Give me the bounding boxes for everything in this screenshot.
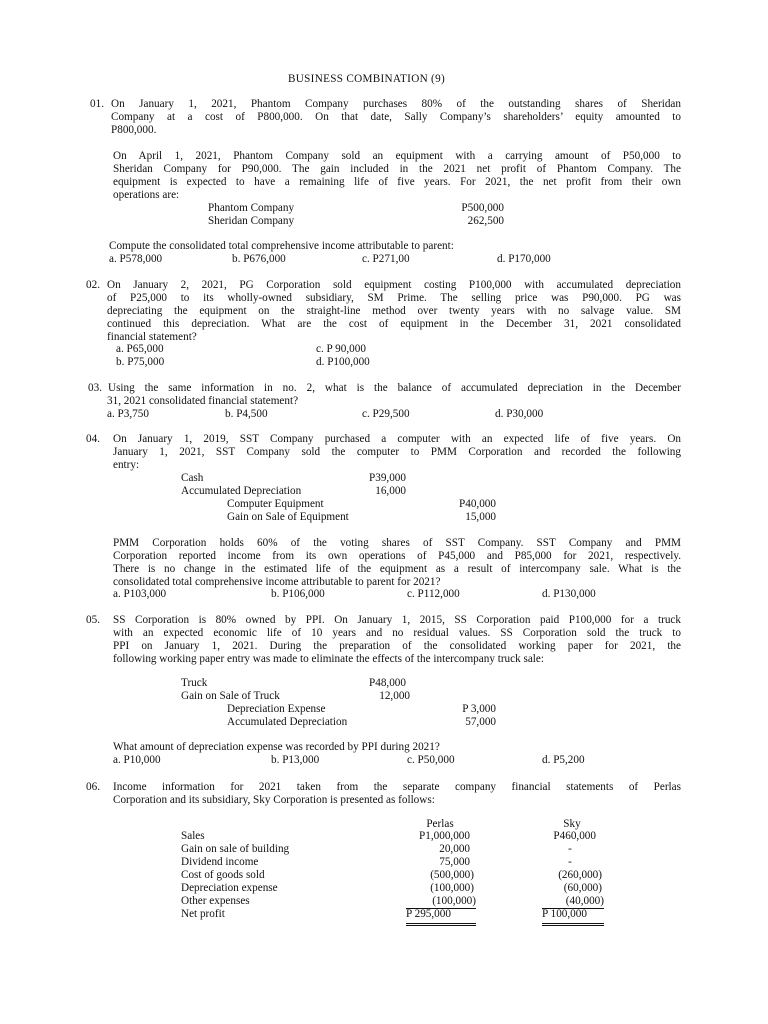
choice-a: a. P3,750 xyxy=(107,408,149,420)
question-1-paragraph-line: On April 1, 2021, Phantom Company sold an equipment with a carrying amount of P50,000 to xyxy=(113,150,681,162)
choice-d: d. P5,200 xyxy=(542,754,585,766)
question-1-paragraph-line: operations are: xyxy=(113,189,180,201)
choice-d: d. P30,000 xyxy=(495,408,544,420)
question-1-paragraph-line: equipment is expected to have a remaining life of five years. For 2021, the net profit from their own xyxy=(113,176,681,188)
entry-debit: 16,000 xyxy=(375,485,406,497)
income-row-perlas: P 295,000 xyxy=(406,908,451,920)
choice-d: d. P100,000 xyxy=(316,356,370,368)
entry-account: Gain on Sale of Equipment xyxy=(227,511,349,523)
income-row-label: Cost of goods sold xyxy=(181,869,265,881)
choice-c: c. P 90,000 xyxy=(316,343,366,355)
question-1-number: 01. xyxy=(90,98,104,110)
choice-d: d. P170,000 xyxy=(497,253,551,265)
question-6-line: Income information for 2021 taken from the separate company financial statements of Perlas xyxy=(113,781,681,793)
question-2-line: financial statement? xyxy=(107,331,197,343)
question-3-line: 31, 2021 consolidated financial statement? xyxy=(107,395,299,407)
choice-d: d. P130,000 xyxy=(542,588,596,600)
question-4-line: entry: xyxy=(113,459,140,471)
entry-debit: P48,000 xyxy=(369,677,406,689)
entry-account: Computer Equipment xyxy=(227,498,324,510)
question-3-number: 03. xyxy=(88,382,102,394)
q1-row-value: P500,000 xyxy=(461,202,504,214)
income-row-sky: (60,000) xyxy=(563,882,602,894)
entry-account: Accumulated Depreciation xyxy=(227,716,348,728)
question-6-number: 06. xyxy=(86,781,100,793)
choice-c: c. P50,000 xyxy=(407,754,455,766)
choice-c: c. P112,000 xyxy=(407,588,460,600)
question-1-prompt: Compute the consolidated total comprehensive income attributable to parent: xyxy=(109,240,454,252)
income-row-label: Depreciation expense xyxy=(181,882,278,894)
question-1-line: P800,000. xyxy=(111,124,157,136)
income-row-label: Gain on sale of building xyxy=(181,843,290,855)
choice-a: a. P103,000 xyxy=(113,588,167,600)
question-5-prompt: What amount of depreciation expense was recorded by PPI during 2021? xyxy=(113,741,440,753)
column-header-sky: Sky xyxy=(563,818,581,830)
entry-credit: 15,000 xyxy=(465,511,496,523)
income-row-label: Sales xyxy=(181,830,205,842)
income-row-perlas: (100,000) xyxy=(430,882,474,894)
question-5-line: following working paper entry was made to eliminate the effects of the intercompany truck sale: xyxy=(113,653,544,665)
income-row-sky: P460,000 xyxy=(553,830,596,842)
question-5-line: SS Corporation is 80% owned by PPI. On January 1, 2015, SS Corporation paid P100,000 for a truck xyxy=(113,614,681,626)
entry-debit: P39,000 xyxy=(369,472,406,484)
choice-a: a. P10,000 xyxy=(113,754,161,766)
entry-account: Cash xyxy=(181,472,204,484)
question-2-number: 02. xyxy=(86,279,100,291)
question-4-paragraph-line: consolidated total comprehensive income attributable to parent for 2021? xyxy=(113,576,441,588)
choice-c: c. P271,00 xyxy=(362,253,410,265)
question-2-line: On January 2, 2021, PG Corporation sold equipment costing P100,000 with accumulated depreciation xyxy=(107,279,681,291)
entry-account: Gain on Sale of Truck xyxy=(181,690,280,702)
question-3-line: Using the same information in no. 2, what is the balance of accumulated depreciation in the December xyxy=(108,382,681,394)
income-row-perlas: (500,000) xyxy=(430,869,474,881)
question-6-line: Corporation and its subsidiary, Sky Corporation is presented as follows: xyxy=(113,794,435,806)
choice-b: b. P4,500 xyxy=(225,408,268,420)
q1-row-label: Phantom Company xyxy=(208,202,295,214)
entry-account: Truck xyxy=(181,677,208,689)
income-row-sky: P 100,000 xyxy=(542,908,587,920)
column-header-perlas: Perlas xyxy=(426,818,454,830)
question-1-line: Company at a cost of P800,000. On that date, Sally Company’s shareholders’ equity amounted to xyxy=(111,111,681,123)
question-4-line: On January 1, 2019, SST Company purchased a computer with an expected life of five years. On xyxy=(113,433,681,445)
double-underline-sky xyxy=(542,923,604,926)
entry-credit: 57,000 xyxy=(465,716,496,728)
income-row-perlas: 20,000 xyxy=(439,843,470,855)
question-4-number: 04. xyxy=(86,433,100,445)
choice-a: a. P578,000 xyxy=(109,253,163,265)
question-5-line: with an expected economic life of 10 years and no residual values. SS Corporation sold the truck to xyxy=(113,627,681,639)
entry-credit: P 3,000 xyxy=(462,703,496,715)
income-row-label: Other expenses xyxy=(181,895,250,907)
income-row-sky: - xyxy=(568,843,572,855)
choice-b: b. P13,000 xyxy=(271,754,320,766)
entry-debit: 12,000 xyxy=(379,690,410,702)
income-row-perlas: (100,000) xyxy=(406,895,476,909)
question-5-line: PPI on January 1, 2021. During the preparation of the consolidated working paper for 2021, the xyxy=(113,640,681,652)
question-2-line: of P25,000 to its wholly-owned subsidiary, SM Prime. The selling price was P90,000. PG was xyxy=(107,292,681,304)
entry-account: Accumulated Depreciation xyxy=(181,485,302,497)
choice-b: b. P106,000 xyxy=(271,588,325,600)
question-4-paragraph-line: There is no change in the estimated life of the equipment as a result of intercompany sale. What is the xyxy=(113,563,681,575)
income-row-label: Dividend income xyxy=(181,856,259,868)
question-2-line: depreciating the equipment on the straight-line method over twenty years with no salvage value. SM xyxy=(107,305,681,317)
q1-row-label: Sheridan Company xyxy=(208,215,295,227)
income-row-sky: (40,000) xyxy=(542,895,604,909)
question-2-line: continued this depreciation. What are the cost of equipment in the December 31, 2021 consolidated xyxy=(107,318,681,330)
q1-row-value: 262,500 xyxy=(467,215,504,227)
entry-credit: P40,000 xyxy=(459,498,496,510)
double-underline-perlas xyxy=(406,923,476,926)
question-4-paragraph-line: Corporation reported income from its own operations of P45,000 and P85,000 for 2021, respectively. xyxy=(113,550,681,562)
income-row-sky: - xyxy=(568,856,572,868)
choice-c: c. P29,500 xyxy=(362,408,410,420)
question-1-line: On January 1, 2021, Phantom Company purchases 80% of the outstanding shares of Sheridan xyxy=(111,98,681,110)
document-title: BUSINESS COMBINATION (9) xyxy=(288,73,445,85)
choice-a: a. P65,000 xyxy=(116,343,164,355)
income-row-label: Net profit xyxy=(181,908,225,920)
choice-b: b. P75,000 xyxy=(116,356,165,368)
question-5-number: 05. xyxy=(86,614,100,626)
entry-account: Depreciation Expense xyxy=(227,703,326,715)
question-4-line: January 1, 2021, SST Company sold the computer to PMM Corporation and recorded the following xyxy=(113,446,681,458)
question-1-paragraph-line: Sheridan Company for P90,000. The gain included in the 2021 net profit of Phantom Company. The xyxy=(113,163,681,175)
choice-b: b. P676,000 xyxy=(232,253,286,265)
income-row-sky: (260,000) xyxy=(558,869,602,881)
income-row-perlas: P1,000,000 xyxy=(419,830,470,842)
question-4-paragraph-line: PMM Corporation holds 60% of the voting shares of SST Company. SST Company and PMM xyxy=(113,537,681,549)
income-row-perlas: 75,000 xyxy=(439,856,470,868)
